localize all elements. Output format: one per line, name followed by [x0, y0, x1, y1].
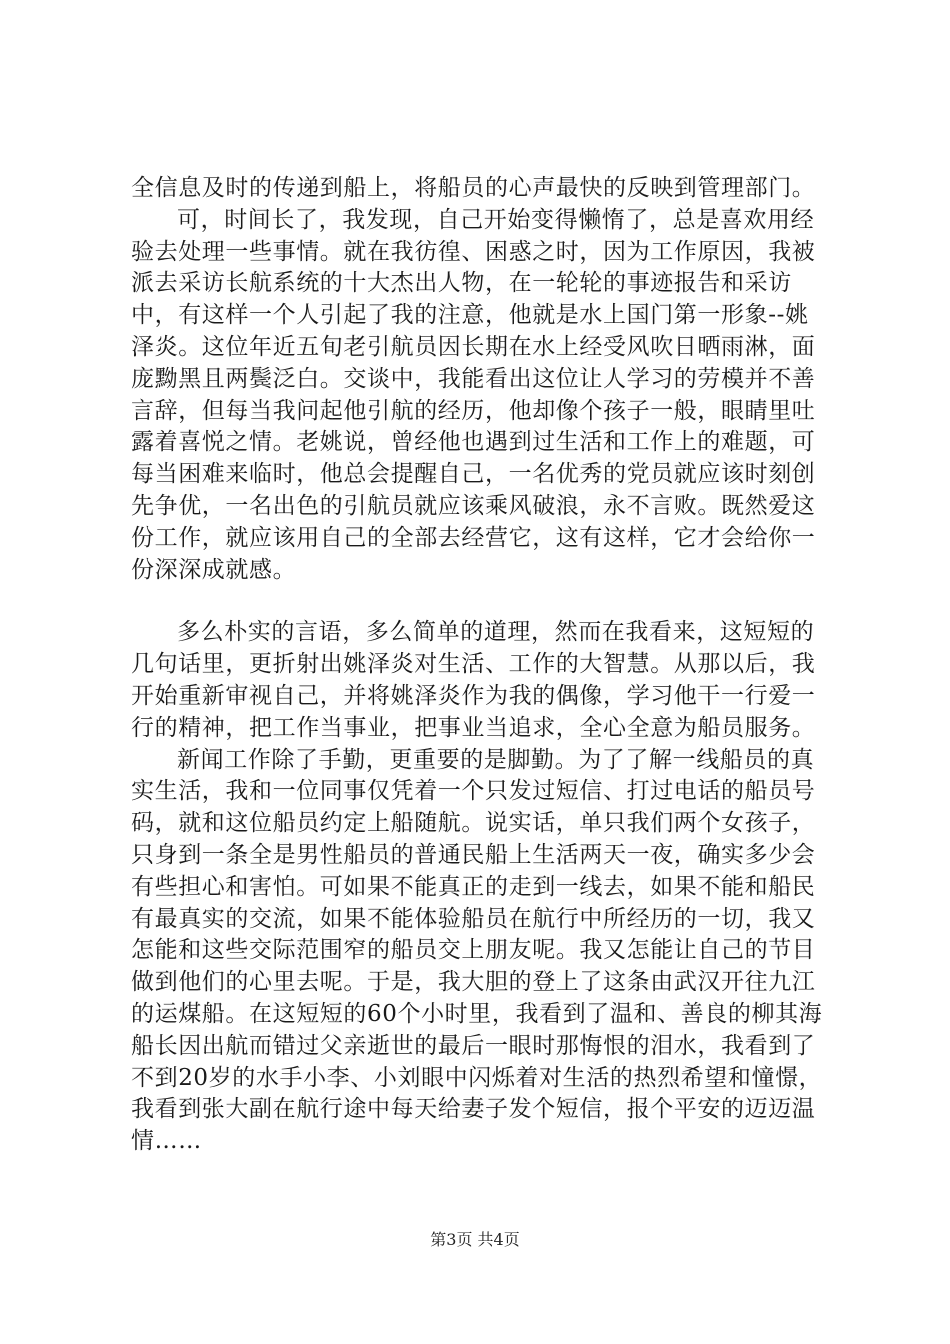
paragraph-reflection: 多么朴实的言语，多么简单的道理，然而在我看来，这短短的几句话里，更折射出姚泽炎对生活、工作的大智慧。从那以后，我开始重新审视自己，并将姚泽炎作为我的偶像，学习他干一行爱一行的精神，把工作当事业，把事业当追求，全心全意为船员服务。	[131, 619, 816, 741]
paragraph-continuation: 全信息及时的传递到船上，将船员的心声最快的反映到管理部门。	[131, 175, 816, 201]
paragraph-voyage: 新闻工作除了手勤，更重要的是脚勤。为了了解一线船员的真实生活，我和一位同事仅凭着一个只发过短信、打过电话的船员号码，就和这位船员约定上船随航。说实话，单只我们两个女孩子，只身到一条全是男性船员的普通民船上生活两天一夜，确实多少会有些担心和害怕。可如果不能真正的走到一线去，如果不能和船民有最真实的交流，如果不能体验船员在航行中所经历的一切，我又怎能和这些交际范围窄的船员交上朋友呢。我又怎能让自己的节目做到他们的心里去呢。于是，我大胆的登上了这条由武汉开往九江的运煤船。在这短短的60个小时里，我看到了温和、善良的柳其海船长因出航而错过父亲逝世的最后一眼时那悔恨的泪水，我看到了不到20岁的水手小李、小刘眼中闪烁着对生活的热烈希望和憧憬，我看到张大副在航行途中每天给妻子发个短信，报个平安的迈迈温情……	[131, 746, 823, 1155]
document-body	[131, 173, 831, 1158]
page-number-footer: 第3页 共4页	[430, 1230, 520, 1249]
paragraph-yao-zeyan: 可，时间长了，我发现，自己开始变得懒惰了，总是喜欢用经验去处理一些事情。就在我彷徨、困惑之时，因为工作原因，我被派去采访长航系统的十大杰出人物，在一轮轮的事迹报告和采访中，有这样一个人引起了我的注意，他就是水上国门第一形象--姚泽炎。这位年近五旬老引航员因长期在水上经受风吹日晒雨淋，面庞黝黑且两鬓泛白。交谈中，我能看出这位让人学习的劳模并不善言辞，但每当我问起他引航的经历，他却像个孩子一般，眼睛里吐露着喜悦之情。老姚说，曾经他也遇到过生活和工作上的难题，可每当困难来临时，他总会提醒自己，一名优秀的党员就应该时刻创先争优，一名出色的引航员就应该乘风破浪，永不言败。既然爱这份工作，就应该用自己的全部去经营它，这有这样，它才会给你一份深深成就感。	[131, 206, 816, 583]
